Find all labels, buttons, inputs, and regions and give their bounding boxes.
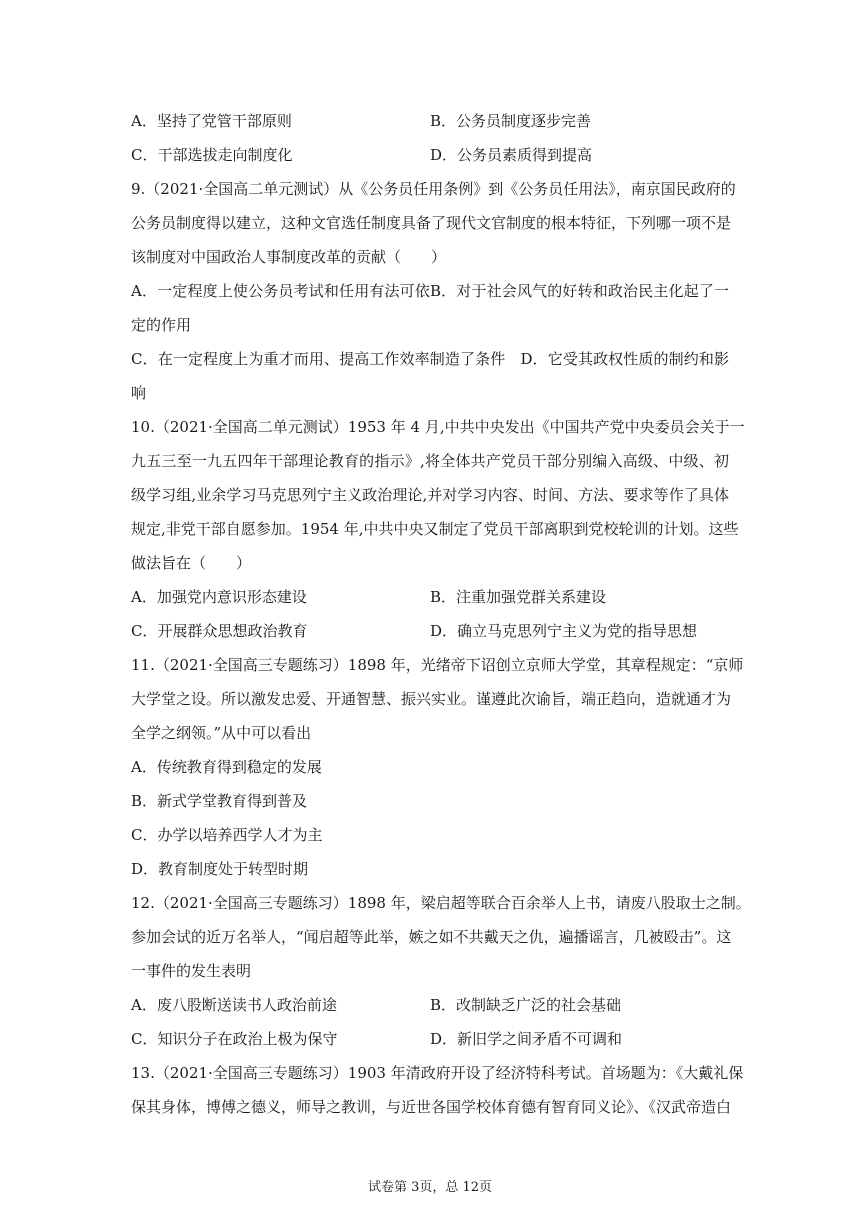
q9-stem-line-3: 该制度对中国政治人事制度改革的贡献（ ） [131,248,447,266]
q9-stem-line-2: 公务员制度得以建立，这种文官选任制度具备了现代文官制度的根本特征，下列哪一项不是 [131,214,732,232]
q10-stem-line-5: 做法旨在（ ） [131,554,252,572]
q8-option-d: D．公务员素质得到提高 [430,146,593,164]
q10-option-b: B．注重加强党群关系建设 [430,588,607,606]
q12-stem-line-3: 一事件的发生表明 [131,962,252,980]
q10-option-c: C．开展群众思想政治教育 [131,622,308,640]
q9-option-line-4: 响 [131,384,147,402]
q11-option-d: D．教育制度处于转型时期 [131,860,309,878]
q9-option-line-1: A．一定程度上使公务员考试和任用有法可依B．对于社会风气的好转和政治民主化起了一 [131,282,729,300]
q11-option-a: A．传统教育得到稳定的发展 [131,758,322,776]
q10-stem-line-2: 九五三至一九五四年干部理论教育的指示》,将全体共产党员干部分别编入高级、中级、初 [131,452,729,470]
q9-stem-line-1: 9.（2021·全国高二单元测试）从《公务员任用条例》到《公务员任用法》，南京国民政府的 [131,180,736,198]
q13-stem-line-2: 保其身体，博傅之德义，师导之教训，与近世各国学校体育德有智育同义论》、《汉武帝造白 [131,1098,732,1116]
q13-stem-line-1: 13.（2021·全国高三专题练习）1903 年清政府开设了经济特科考试。首场题为：《大戴礼保 [131,1064,744,1082]
q8-option-a: A．坚持了党管干部原则 [131,112,292,130]
q11-stem-line-1: 11.（2021·全国高三专题练习）1898 年，光绪帝下诏创立京师大学堂，其章程规定：“京师 [131,656,744,674]
q9-option-line-3: C．在一定程度上为重才而用、提高工作效率制造了条件 D．它受其政权性质的制约和影 [131,350,729,368]
q12-stem-line-1: 12.（2021·全国高三专题练习）1898 年，梁启超等联合百余举人上书，请废八股取士之制。 [131,894,751,912]
q11-option-c: C．办学以培养西学人才为主 [131,826,323,844]
q12-option-d: D．新旧学之间矛盾不可调和 [430,1030,623,1048]
q11-option-b: B．新式学堂教育得到普及 [131,792,308,810]
q12-option-c: C．知识分子在政治上极为保守 [131,1030,338,1048]
q10-stem-line-3: 级学习组,业余学习马克思列宁主义政治理论,并对学习内容、时间、方法、要求等作了具体 [131,486,729,504]
q12-stem-line-2: 参加会试的近万名举人，“闻启超等此举，嫉之如不共戴天之仇，遍播谣言，几被殴击”。这 [131,928,732,946]
q12-option-b: B．改制缺乏广泛的社会基础 [430,996,622,1014]
page-footer: 试卷第 3页，总 12页 [367,1180,493,1195]
q10-option-a: A．加强党内意识形态建设 [131,588,307,606]
q8-option-c: C．干部选拔走向制度化 [131,146,293,164]
q11-stem-line-2: 大学堂之设。所以激发忠爱、开通智慧、振兴实业。谨遵此次谕旨，端正趋向，造就通才为 [131,690,732,708]
q10-option-d: D．确立马克思列宁主义为党的指导思想 [430,622,698,640]
q10-stem-line-4: 规定,非党干部自愿参加。1954 年,中共中央又制定了党员干部离职到党校轮训的计划。这些 [131,520,739,538]
q12-option-a: A．废八股断送读书人政治前途 [131,996,337,1014]
q11-stem-line-3: 全学之纲领。”从中可以看出 [131,724,312,742]
q8-option-b: B．公务员制度逐步完善 [430,112,592,130]
q10-stem-line-1: 10.（2021·全国高二单元测试）1953 年 4 月,中共中央发出《中国共产党中央委员会关于一 [131,418,745,436]
q9-option-line-2: 定的作用 [131,316,192,334]
